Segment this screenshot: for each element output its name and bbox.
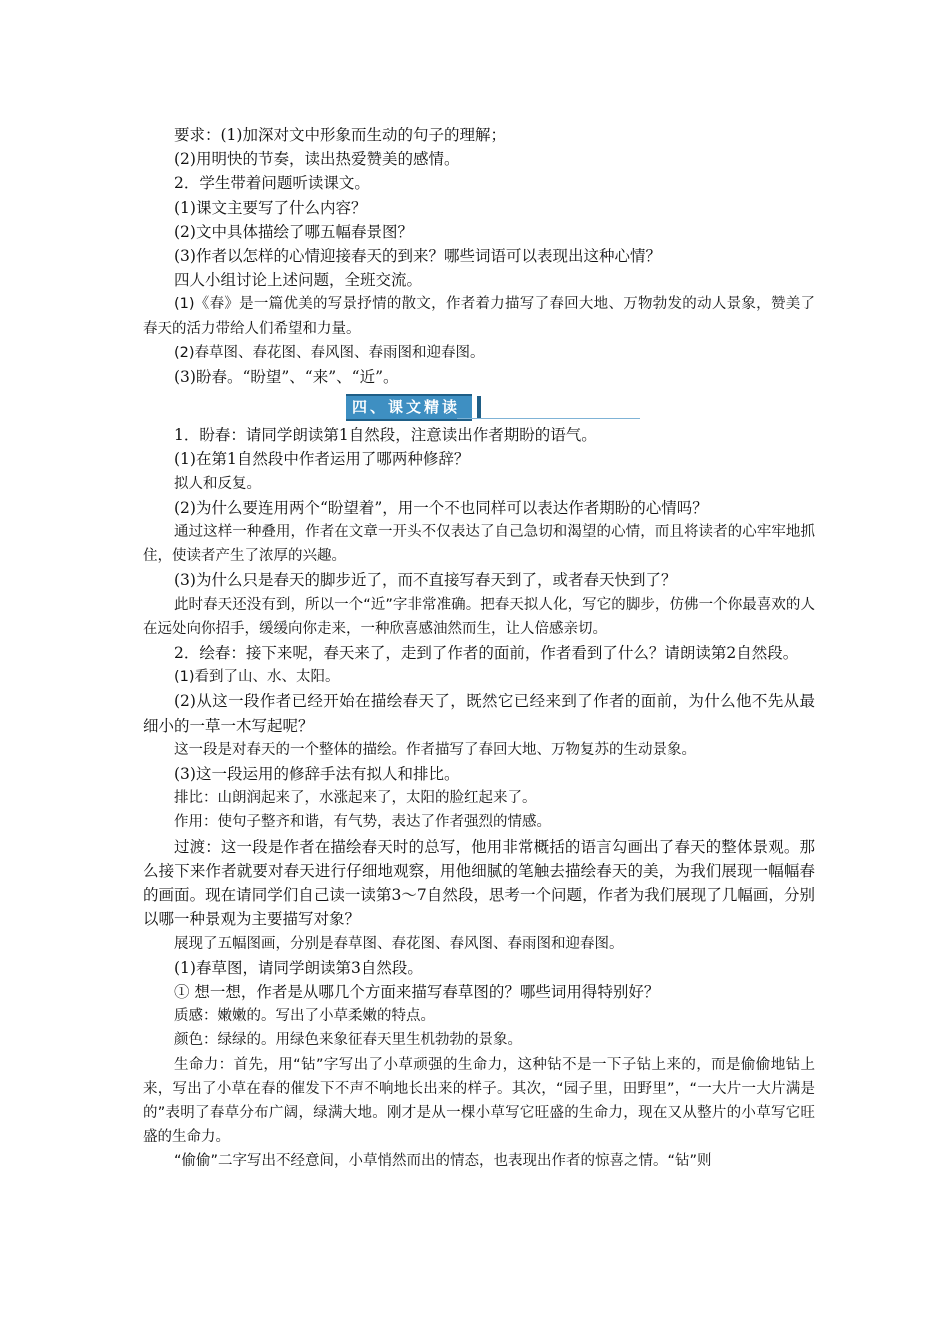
paragraph: 颜色：绿绿的。用绿色来象征春天里生机勃勃的景象。 — [174, 1032, 522, 1049]
paragraph: 排比：山朗润起来了，水涨起来了，太阳的脸红起来了。 — [174, 790, 537, 807]
paragraph: 生命力：首先，用“钻”字写出了小草顽强的生命力，这种钻不是一下子钻上来的，而是偷偷地钻上来，写出了小草在春的催发下不声不响地长出来的样子。其次，“园子里，田野里”，“一大片一大片满是的”表明了春草分布广阔，绿满大地。刚才是从一棵小草写它旺盛的生命力，现在又从整片的小草写它旺盛的生命力。 — [143, 1056, 815, 1146]
paragraph: 作用：使句子整齐和谐，有气势，表达了作者强烈的情感。 — [174, 814, 551, 831]
paragraph: 通过这样一种叠用，作者在文章一开头不仅表达了自己急切和渴望的心情，而且将读者的心牢牢地抓住，使读者产生了浓厚的兴趣。 — [143, 524, 815, 565]
paragraph: 过渡：这一段是作者在描绘春天时的总写，他用非常概括的语言勾画出了春天的整体景观。那么接下来作者就要对春天进行仔细地观察，用他细腻的笔触去描绘春天的美，为我们展现一幅幅春的画面。现在请同学们自己读一读第3～7自然段，思考一个问题，作者为我们展现了几幅画，分别以哪一种景观为主要描写对象？ — [143, 837, 815, 929]
paragraph: 2．绘春：接下来呢，春天来了，走到了作者的面前，作者看到了什么？请朗读第2自然段。 — [174, 644, 799, 663]
section-banner — [346, 394, 472, 421]
paragraph: 四人小组讨论上述问题，全班交流。 — [174, 271, 423, 290]
paragraph: (1)看到了山、水、太阳。 — [174, 669, 340, 686]
paragraph: 2．学生带着问题听读课文。 — [174, 174, 370, 193]
paragraph: “偷偷”二字写出不经意间，小草悄然而出的情态，也表现出作者的惊喜之情。“钻”则 — [174, 1153, 712, 1170]
paragraph: (1)春草图，请同学朗读第3自然段。 — [174, 958, 423, 977]
paragraph: 1．盼春：请同学朗读第1自然段，注意读出作者期盼的语气。 — [174, 426, 597, 445]
paragraph: 质感：嫩嫩的。写出了小草柔嫩的特点。 — [174, 1008, 435, 1025]
paragraph: (3)作者以怎样的心情迎接春天的到来？哪些词语可以表现出这种心情？ — [174, 247, 661, 266]
paragraph: (3)为什么只是春天的脚步近了，而不直接写春天到了，或者春天快到了？ — [174, 571, 677, 590]
paragraph: ① 想一想，作者是从哪几个方面来描写春草图的？哪些词用得特别好？ — [174, 982, 660, 1001]
paragraph: 要求：(1)加深对文中形象而生动的句子的理解； — [174, 126, 506, 144]
banner-underline — [457, 418, 640, 419]
section-banner-row — [143, 389, 815, 423]
paragraph: 展现了五幅图画，分别是春草图、春花图、春风图、春雨图和迎春图。 — [174, 935, 624, 952]
paragraph: 此时春天还没有到，所以一个“近”字非常准确。把春天拟人化，写它的脚步，仿佛一个你最喜欢的人在远处向你招手，缓缓向你走来，一种欣喜感油然而生，让人倍感亲切。 — [143, 596, 815, 637]
paragraph: 拟人和反复。 — [174, 475, 261, 492]
paragraph: (3)这一段运用的修辞手法有拟人和排比。 — [174, 765, 460, 784]
paragraph: (2)文中具体描绘了哪五幅春景图？ — [174, 222, 413, 241]
paragraph: (1)在第1自然段中作者运用了哪两种修辞？ — [174, 450, 470, 469]
paragraph: (2)为什么要连用两个“盼望着”，用一个不也同样可以表达作者期盼的心情吗？ — [174, 498, 708, 517]
bottom-paragraphs — [143, 423, 815, 1173]
paragraph: (2)从这一段作者已经开始在描绘春天了，既然它已经来到了作者的面前，为什么他不先从最细小的一草一木写起呢？ — [143, 692, 815, 735]
paragraph: (3)盼春。“盼望”、“来”、“近”。 — [174, 368, 399, 387]
banner-accent-bar — [477, 396, 481, 419]
top-paragraphs — [143, 123, 815, 389]
paragraph: 这一段是对春天的一个整体的描绘。作者描写了春回大地、万物复苏的生动景象。 — [174, 741, 696, 758]
paragraph: (2)用明快的节奏，读出热爱赞美的感情。 — [174, 150, 460, 169]
paragraph: (2)春草图、春花图、春风图、春雨图和迎春图。 — [174, 344, 485, 361]
document-body — [143, 123, 815, 1174]
section-banner-label: 四、课文精读 — [352, 398, 461, 417]
paragraph: (1)课文主要写了什么内容？ — [174, 198, 367, 217]
paragraph: (1)《春》是一篇优美的写景抒情的散文，作者着力描写了春回大地、万物勃发的动人景象，赞美了春天的活力带给人们希望和力量。 — [143, 296, 815, 337]
